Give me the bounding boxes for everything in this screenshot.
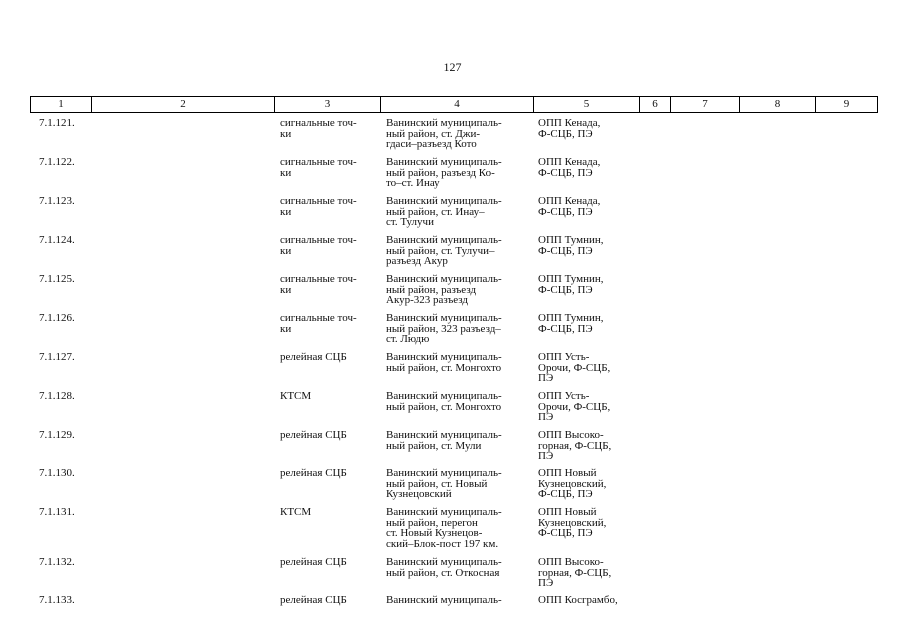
responsible-unit: ОПП Косграмбо, xyxy=(538,594,618,606)
object-location: Ванинский муниципаль- ный район, 323 разъезд– ст. Людю xyxy=(386,312,502,345)
object-location: Ванинский муниципаль- ный район, разъезд Ко- то–ст. Инау xyxy=(386,156,502,189)
header-row xyxy=(31,97,878,113)
row-number: 7.1.133. xyxy=(39,594,75,606)
header-col-5: 5 xyxy=(534,97,640,113)
object-location: Ванинский муниципаль- xyxy=(386,594,502,606)
object-type: сигнальные точ- ки xyxy=(280,234,357,257)
object-type: релейная СЦБ xyxy=(280,351,347,363)
object-location: Ванинский муниципаль- ный район, ст. Джи- гдаси–разъезд Кото xyxy=(386,117,502,150)
header-col-9: 9 xyxy=(816,97,878,113)
header-col-3: 3 xyxy=(275,97,381,113)
object-type: сигнальные точ- ки xyxy=(280,312,357,335)
responsible-unit: ОПП Кенада, Ф-СЦБ, ПЭ xyxy=(538,195,601,218)
row-number: 7.1.131. xyxy=(39,506,75,518)
object-location: Ванинский муниципаль- ный район, ст. Монгохто xyxy=(386,351,502,374)
object-type: релейная СЦБ xyxy=(280,556,347,568)
page-number: 127 xyxy=(443,60,462,74)
row-number: 7.1.127. xyxy=(39,351,75,363)
column-header-table xyxy=(30,96,878,113)
object-type: сигнальные точ- ки xyxy=(280,195,357,218)
row-number: 7.1.129. xyxy=(39,429,75,441)
object-location: Ванинский муниципаль- ный район, ст. Откосная xyxy=(386,556,502,579)
header-col-1: 1 xyxy=(31,97,92,113)
object-type: сигнальные точ- ки xyxy=(280,156,357,179)
responsible-unit: ОПП Новый Кузнецовский, Ф-СЦБ, ПЭ xyxy=(538,506,607,539)
object-location: Ванинский муниципаль- ный район, перегон ст. Новый Кузнецов- ский–Блок-пост 197 км. xyxy=(386,506,502,550)
responsible-unit: ОПП Кенада, Ф-СЦБ, ПЭ xyxy=(538,117,601,140)
object-location: Ванинский муниципаль- ный район, ст. Тулучи– разъезд Акур xyxy=(386,234,502,267)
header-col-8: 8 xyxy=(740,97,816,113)
responsible-unit: ОПП Усть- Орочи, Ф-СЦБ, ПЭ xyxy=(538,351,611,384)
header-col-4: 4 xyxy=(381,97,534,113)
responsible-unit: ОПП Новый Кузнецовский, Ф-СЦБ, ПЭ xyxy=(538,467,607,500)
object-type: релейная СЦБ xyxy=(280,467,347,479)
responsible-unit: ОПП Усть- Орочи, Ф-СЦБ, ПЭ xyxy=(538,390,611,423)
object-type: сигнальные точ- ки xyxy=(280,273,357,296)
object-location: Ванинский муниципаль- ный район, ст. Инау– ст. Тулучи xyxy=(386,195,502,228)
object-type: сигнальные точ- ки xyxy=(280,117,357,140)
row-number: 7.1.126. xyxy=(39,312,75,324)
row-number: 7.1.128. xyxy=(39,390,75,402)
row-number: 7.1.132. xyxy=(39,556,75,568)
row-number: 7.1.121. xyxy=(39,117,75,129)
header-col-7: 7 xyxy=(671,97,740,113)
object-location: Ванинский муниципаль- ный район, разъезд Акур-323 разъезд xyxy=(386,273,502,306)
object-type: релейная СЦБ xyxy=(280,594,347,606)
object-location: Ванинский муниципаль- ный район, ст. Мули xyxy=(386,429,502,452)
object-location: Ванинский муниципаль- ный район, ст. Монгохто xyxy=(386,390,502,413)
object-type: КТСМ xyxy=(280,506,312,518)
row-number: 7.1.130. xyxy=(39,467,75,479)
responsible-unit: ОПП Высоко- горная, Ф-СЦБ, ПЭ xyxy=(538,429,612,462)
object-type: КТСМ xyxy=(280,390,312,402)
header-col-2: 2 xyxy=(92,97,275,113)
object-type: релейная СЦБ xyxy=(280,429,347,441)
responsible-unit: ОПП Тумнин, Ф-СЦБ, ПЭ xyxy=(538,273,604,296)
responsible-unit: ОПП Высоко- горная, Ф-СЦБ, ПЭ xyxy=(538,556,612,589)
responsible-unit: ОПП Тумнин, Ф-СЦБ, ПЭ xyxy=(538,312,604,335)
row-number: 7.1.125. xyxy=(39,273,75,285)
header-col-6: 6 xyxy=(640,97,671,113)
object-location: Ванинский муниципаль- ный район, ст. Новый Кузнецовский xyxy=(386,467,502,500)
responsible-unit: ОПП Тумнин, Ф-СЦБ, ПЭ xyxy=(538,234,604,257)
row-number: 7.1.122. xyxy=(39,156,75,168)
row-number: 7.1.123. xyxy=(39,195,75,207)
row-number: 7.1.124. xyxy=(39,234,75,246)
responsible-unit: ОПП Кенада, Ф-СЦБ, ПЭ xyxy=(538,156,601,179)
